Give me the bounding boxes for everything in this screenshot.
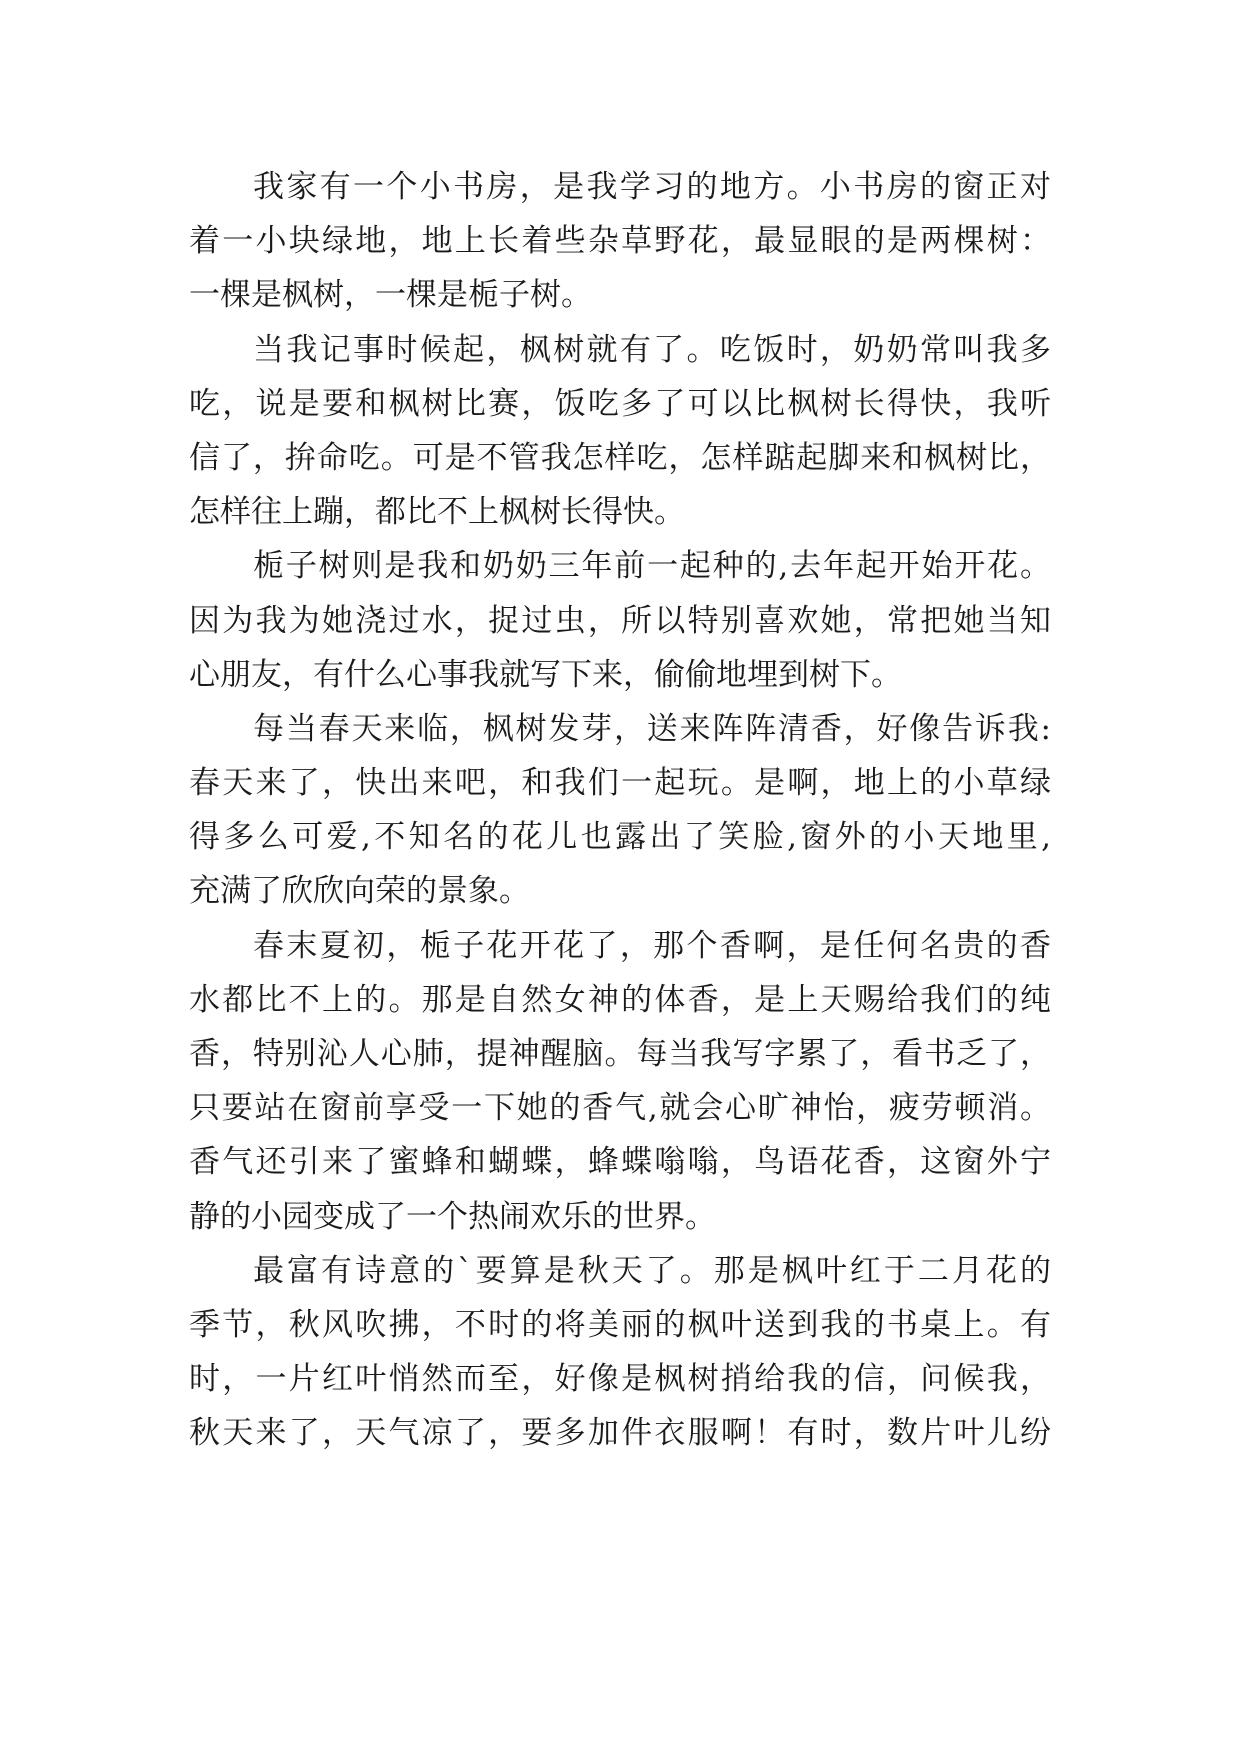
text-line: 香，特别沁人心肺，提神醒脑。每当我写字累了，看书乏了， bbox=[189, 1036, 1051, 1072]
text-line: 春末夏初，栀子花开花了，那个香啊，是任何名贵的香 bbox=[253, 927, 1051, 964]
text-line: 因为我为她浇过水，捉过虫，所以特别喜欢她，常把她当知 bbox=[189, 602, 1051, 639]
text-line: 春天来了，快出来吧，和我们一起玩。是啊，地上的小草绿 bbox=[189, 765, 1051, 802]
text-line: 心朋友，有什么心事我就写下来，偷偷地埋到树下。 bbox=[189, 656, 902, 693]
text-line: 静的小园变成了一个热闹欢乐的世界。 bbox=[189, 1198, 716, 1235]
text-line: 得多么可爱,不知名的花儿也露出了笑脸,窗外的小天地里, bbox=[189, 819, 1051, 856]
text-line: 一棵是枫树，一棵是栀子树。 bbox=[189, 277, 592, 314]
text-line: 每当春天来临，枫树发芽，送来阵阵清香，好像告诉我: bbox=[253, 710, 1051, 747]
paragraph-study-room bbox=[189, 160, 1051, 323]
text-line: 信了，拚命吃。可是不管我怎样吃，怎样踮起脚来和枫树比， bbox=[189, 439, 1051, 476]
text-line: 水都比不上的。那是自然女神的体香，是上天赐给我们的纯 bbox=[189, 981, 1051, 1018]
text-line: 时，一片红叶悄然而至，好像是枫树捎给我的信，问候我， bbox=[189, 1361, 1051, 1398]
paragraph-maple-tree bbox=[189, 323, 1051, 540]
text-line: 当我记事时候起，枫树就有了。吃饭时，奶奶常叫我多 bbox=[253, 331, 1051, 368]
text-line: 充满了欣欣向荣的景象。 bbox=[189, 873, 530, 910]
text-line: 怎样往上蹦，都比不上枫树长得快。 bbox=[189, 494, 685, 531]
paragraph-early-summer bbox=[189, 919, 1051, 1244]
paragraph-gardenia-tree bbox=[189, 539, 1051, 702]
text-line: 栀子树则是我和奶奶三年前一起种的,去年起开始开花。 bbox=[253, 548, 1051, 585]
paragraph-autumn bbox=[189, 1244, 1051, 1461]
text-line: 我家有一个小书房，是我学习的地方。小书房的窗正对 bbox=[253, 169, 1051, 205]
text-line: 香气还引来了蜜蜂和蝴蝶，蜂蝶嗡嗡，鸟语花香，这窗外宁 bbox=[189, 1144, 1051, 1181]
text-line: 着一小块绿地，地上长着些杂草野花，最显眼的是两棵树： bbox=[189, 223, 1051, 260]
text-line: 季节，秋风吹拂，不时的将美丽的枫叶送到我的书桌上。有 bbox=[189, 1306, 1051, 1343]
body-text bbox=[189, 160, 1051, 1461]
text-line: 只要站在窗前享受一下她的香气,就会心旷神怡，疲劳顿消。 bbox=[189, 1090, 1051, 1127]
paragraph-spring bbox=[189, 702, 1051, 919]
text-line: 最富有诗意的`要算是秋天了。那是枫叶红于二月花的 bbox=[253, 1252, 1051, 1289]
text-line: 吃，说是要和枫树比赛，饭吃多了可以比枫树长得快，我听 bbox=[189, 385, 1051, 422]
text-line: 秋天来了，天气凉了，要多加件衣服啊！有时，数片叶儿纷 bbox=[189, 1415, 1051, 1452]
